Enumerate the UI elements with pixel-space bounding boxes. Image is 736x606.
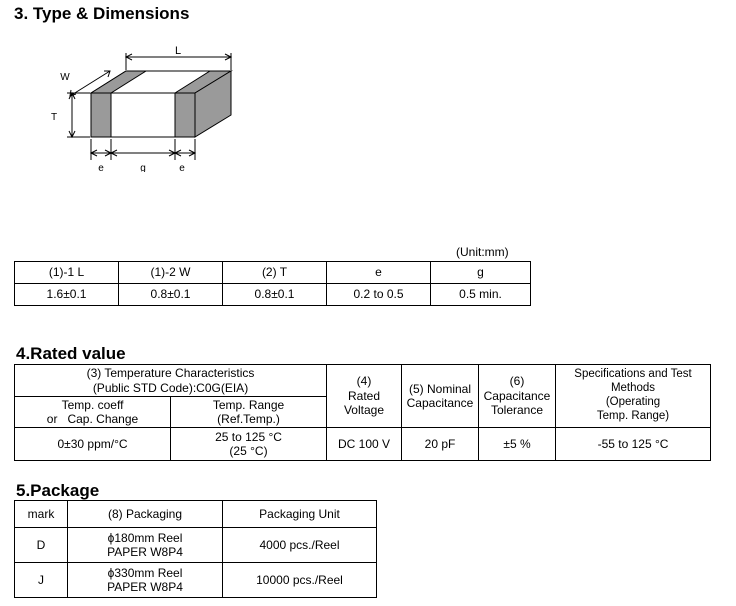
package-header-mark: mark [15, 501, 68, 528]
dimensions-table [14, 261, 531, 306]
package-packaging: ϕ330mm Reel PAPER W8P4 [68, 563, 223, 598]
rated-value-table [14, 364, 711, 461]
e-left-label: e [98, 163, 104, 172]
rated-value-row [15, 428, 711, 461]
package-packaging: ϕ180mm Reel PAPER W8P4 [68, 528, 223, 563]
dimensions-header-row [15, 262, 531, 284]
temp-coeff-header: Temp. coeff or Cap. Change [15, 397, 171, 428]
chip-dimension-diagram [40, 42, 290, 172]
package-header-row [15, 501, 377, 528]
dim-value-cell: 0.2 to 0.5 [327, 284, 431, 306]
section-4-title: 4.Rated value [16, 344, 126, 363]
dim-header-cell: (1)-1 L [15, 262, 119, 284]
capacitance-tolerance-value: ±5 % [479, 428, 556, 461]
dim-header-cell: e [327, 262, 431, 284]
capacitance-tolerance-header: (6) Capacitance Tolerance [479, 365, 556, 428]
section-5-title: 5.Package [16, 481, 100, 500]
chip-front-electrode-left [91, 93, 111, 137]
g-label: g [140, 163, 146, 172]
operating-temp-range-value: -55 to 125 °C [556, 428, 711, 461]
temp-coeff-value: 0±30 ppm/°C [15, 428, 171, 461]
rated-voltage-value: DC 100 V [327, 428, 402, 461]
dim-value-cell: 0.8±0.1 [223, 284, 327, 306]
package-header-unit: Packaging Unit [223, 501, 377, 528]
package-row [15, 528, 377, 563]
thickness-label: T [50, 112, 58, 123]
temp-range-header: Temp. Range (Ref.Temp.) [171, 397, 327, 428]
length-label: L [174, 45, 182, 57]
dim-header-cell: (1)-2 W [119, 262, 223, 284]
e-right-label: e [179, 163, 185, 172]
dim-header-cell: (2) T [223, 262, 327, 284]
unit-note: (Unit:mm) [456, 245, 509, 259]
dim-value-cell: 1.6±0.1 [15, 284, 119, 306]
package-row [15, 563, 377, 598]
package-mark: D [15, 528, 68, 563]
temp-characteristics-header: (3) Temperature Characteristics (Public STD Code):C0G(EIA) [15, 365, 327, 397]
package-header-packaging: (8) Packaging [68, 501, 223, 528]
dimensions-value-row [15, 284, 531, 306]
package-table [14, 500, 377, 598]
rated-header-row-1 [15, 365, 711, 397]
nominal-capacitance-value: 20 pF [402, 428, 479, 461]
temp-range-value: 25 to 125 °C (25 °C) [171, 428, 327, 461]
dim-value-cell: 0.5 min. [431, 284, 531, 306]
rated-voltage-header: (4) Rated Voltage [327, 365, 402, 428]
package-mark: J [15, 563, 68, 598]
package-unit: 10000 pcs./Reel [223, 563, 377, 598]
dim-value-cell: 0.8±0.1 [119, 284, 223, 306]
package-unit: 4000 pcs./Reel [223, 528, 377, 563]
nominal-capacitance-header: (5) Nominal Capacitance [402, 365, 479, 428]
dim-header-cell: g [431, 262, 531, 284]
section-3-title: 3. Type & Dimensions [14, 4, 190, 23]
chip-front-electrode-right [175, 93, 195, 137]
spec-test-methods-header: Specifications and Test Methods (Operating Temp. Range) [556, 365, 711, 428]
width-label: W [60, 72, 70, 83]
